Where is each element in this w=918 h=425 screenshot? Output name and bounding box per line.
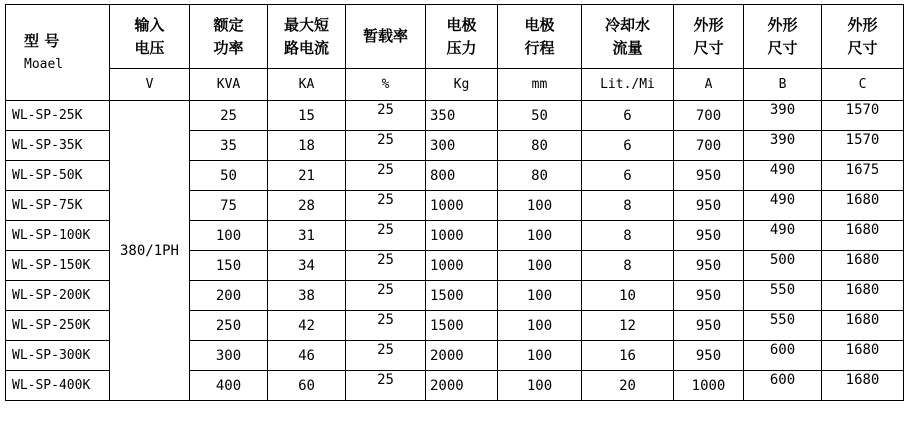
stroke-cell: 80 [498,131,582,161]
stroke-cell: 100 [498,311,582,341]
pressure-cell: 1500 [426,281,498,311]
water-cell: 8 [582,191,674,221]
short-circuit-cell: 21 [268,161,346,191]
power-cell: 250 [190,311,268,341]
dim-b-cell: 550 [744,311,822,341]
dim-a-cell: 950 [674,191,744,221]
unit-pressure: Kg [426,69,498,101]
water-cell: 8 [582,251,674,281]
duty-cell: 25 [346,371,426,401]
stroke-cell: 80 [498,161,582,191]
pressure-cell: 2000 [426,371,498,401]
header-row [6,5,904,69]
header-model-en: Moael [24,56,64,72]
stroke-cell: 50 [498,101,582,131]
power-cell: 300 [190,341,268,371]
unit-duty: % [346,69,426,101]
duty-cell: 25 [346,221,426,251]
short-circuit-cell: 42 [268,311,346,341]
pressure-cell: 1500 [426,311,498,341]
dim-b-cell: 490 [744,161,822,191]
unit-dim-a: A [674,69,744,101]
duty-cell: 25 [346,311,426,341]
dim-a-cell: 950 [674,341,744,371]
dim-b-cell: 390 [744,101,822,131]
power-cell: 200 [190,281,268,311]
header-model-cn: 型 号 [24,31,60,50]
header-dim-a: 外形 尺寸 [674,5,744,69]
model-cell: WL-SP-300K [6,341,110,371]
header-duty: 暂载率 [346,5,426,69]
short-circuit-cell: 28 [268,191,346,221]
dim-a-cell: 700 [674,131,744,161]
stroke-cell: 100 [498,281,582,311]
power-cell: 100 [190,221,268,251]
water-cell: 12 [582,311,674,341]
dim-a-cell: 950 [674,251,744,281]
unit-short-circuit: KA [268,69,346,101]
dim-a-cell: 950 [674,221,744,251]
dim-c-cell: 1680 [822,251,904,281]
stroke-cell: 100 [498,371,582,401]
dim-a-cell: 950 [674,161,744,191]
unit-dim-b: B [744,69,822,101]
dim-c-cell: 1680 [822,311,904,341]
dim-a-cell: 950 [674,311,744,341]
dim-b-cell: 600 [744,341,822,371]
short-circuit-cell: 46 [268,341,346,371]
voltage-cell: 380/1PH [110,101,190,401]
dim-c-cell: 1570 [822,131,904,161]
dim-b-cell: 490 [744,191,822,221]
dim-c-cell: 1680 [822,371,904,401]
duty-cell: 25 [346,251,426,281]
power-cell: 35 [190,131,268,161]
pressure-cell: 2000 [426,341,498,371]
header-voltage: 输入 电压 [110,5,190,69]
water-cell: 16 [582,341,674,371]
stroke-cell: 100 [498,191,582,221]
short-circuit-cell: 18 [268,131,346,161]
header-power: 额定 功率 [190,5,268,69]
pressure-cell: 1000 [426,221,498,251]
water-cell: 8 [582,221,674,251]
unit-row [6,69,904,101]
dim-a-cell: 700 [674,101,744,131]
pressure-cell: 800 [426,161,498,191]
short-circuit-cell: 60 [268,371,346,401]
model-cell: WL-SP-35K [6,131,110,161]
unit-voltage: V [110,69,190,101]
model-cell: WL-SP-50K [6,161,110,191]
unit-power: KVA [190,69,268,101]
duty-cell: 25 [346,281,426,311]
dim-c-cell: 1680 [822,281,904,311]
power-cell: 75 [190,191,268,221]
short-circuit-cell: 15 [268,101,346,131]
short-circuit-cell: 31 [268,221,346,251]
water-cell: 20 [582,371,674,401]
power-cell: 400 [190,371,268,401]
dim-c-cell: 1680 [822,191,904,221]
duty-cell: 25 [346,341,426,371]
duty-cell: 25 [346,101,426,131]
duty-cell: 25 [346,191,426,221]
model-cell: WL-SP-75K [6,191,110,221]
stroke-cell: 100 [498,221,582,251]
short-circuit-cell: 38 [268,281,346,311]
power-cell: 25 [190,101,268,131]
short-circuit-cell: 34 [268,251,346,281]
dim-b-cell: 390 [744,131,822,161]
unit-water: Lit./Mi [582,69,674,101]
model-cell: WL-SP-100K [6,221,110,251]
stroke-cell: 100 [498,341,582,371]
dim-c-cell: 1675 [822,161,904,191]
table-row [6,101,904,131]
water-cell: 6 [582,161,674,191]
dim-b-cell: 490 [744,221,822,251]
dim-c-cell: 1680 [822,221,904,251]
pressure-cell: 1000 [426,191,498,221]
dim-b-cell: 500 [744,251,822,281]
pressure-cell: 1000 [426,251,498,281]
dim-c-cell: 1570 [822,101,904,131]
model-cell: WL-SP-150K [6,251,110,281]
dim-c-cell: 1680 [822,341,904,371]
model-cell: WL-SP-250K [6,311,110,341]
water-cell: 6 [582,131,674,161]
dim-b-cell: 550 [744,281,822,311]
dim-a-cell: 1000 [674,371,744,401]
header-dim-c: 外形 尺寸 [822,5,904,69]
duty-cell: 25 [346,161,426,191]
water-cell: 6 [582,101,674,131]
pressure-cell: 350 [426,101,498,131]
model-cell: WL-SP-200K [6,281,110,311]
model-cell: WL-SP-400K [6,371,110,401]
spec-table [5,4,904,401]
water-cell: 10 [582,281,674,311]
unit-dim-c: C [822,69,904,101]
header-model [6,5,110,101]
duty-cell: 25 [346,131,426,161]
power-cell: 50 [190,161,268,191]
model-cell: WL-SP-25K [6,101,110,131]
header-water: 冷却水 流量 [582,5,674,69]
header-short-circuit: 最大短 路电流 [268,5,346,69]
unit-stroke: mm [498,69,582,101]
dim-b-cell: 600 [744,371,822,401]
pressure-cell: 300 [426,131,498,161]
power-cell: 150 [190,251,268,281]
stroke-cell: 100 [498,251,582,281]
header-pressure: 电极 压力 [426,5,498,69]
header-dim-b: 外形 尺寸 [744,5,822,69]
dim-a-cell: 950 [674,281,744,311]
header-stroke: 电极 行程 [498,5,582,69]
